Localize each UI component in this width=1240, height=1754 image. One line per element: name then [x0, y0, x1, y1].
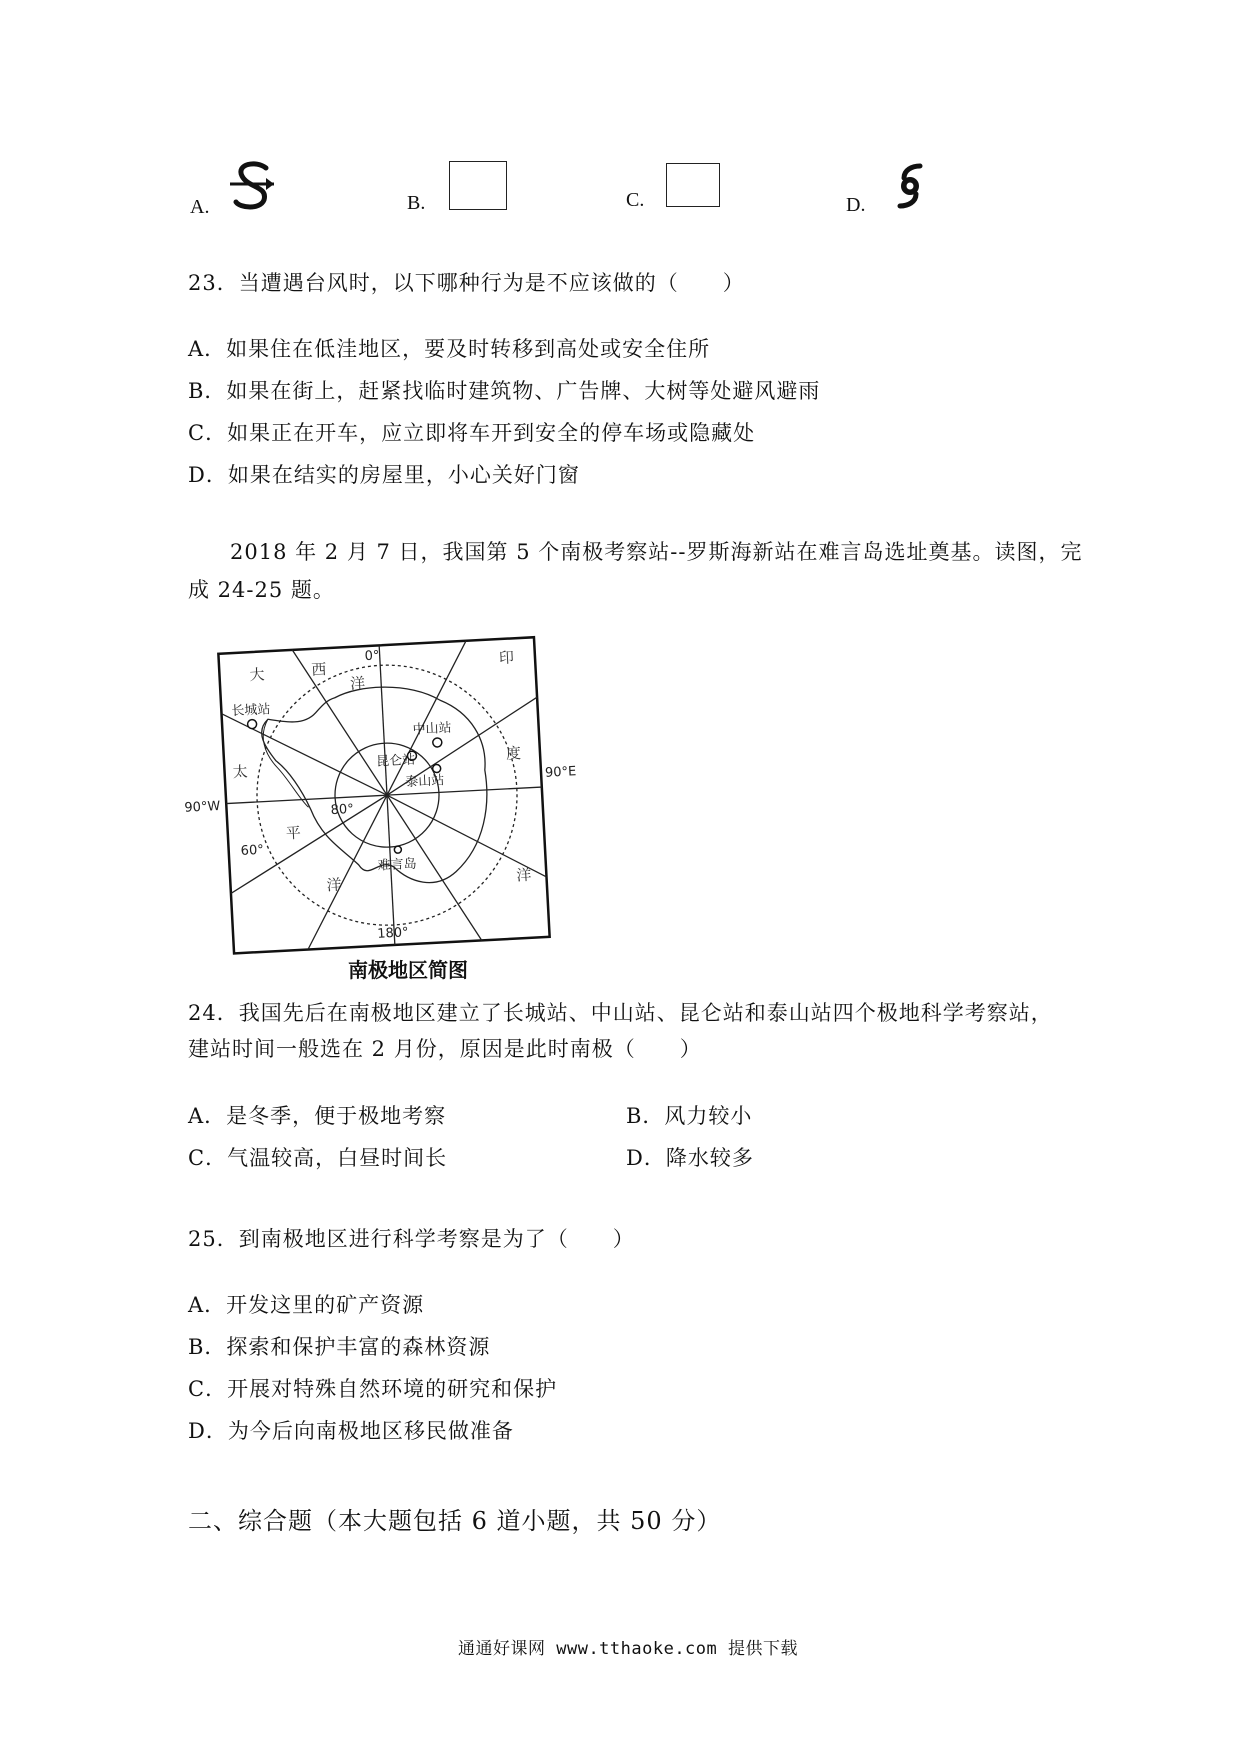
- ocean-char-7: 印: [498, 648, 515, 668]
- passage-line-1: 2018 年 2 月 7 日，我国第 5 个南极考察站--罗斯海新站在难言岛选址奠基。读图，完: [230, 540, 1083, 564]
- ocean-char-5: 平: [285, 823, 302, 843]
- ocean-char-1: 大: [249, 665, 266, 685]
- station-kunlun-label: 昆仑站: [375, 752, 416, 770]
- q24-option-a: A．是冬季，便于极地考察: [188, 1104, 447, 1128]
- map-caption: 南极地区简图: [348, 958, 468, 982]
- q23-option-a: A．如果住在低洼地区，要及时转移到高处或安全住所: [188, 337, 711, 361]
- passage-line-2: 成 24-25 题。: [188, 578, 335, 602]
- q24-stem-line-2: 建站时间一般选在 2 月份，原因是此时南极（ ）: [188, 1037, 702, 1061]
- ocean-char-4: 太: [232, 762, 249, 782]
- q25-option-d: D．为今后向南极地区移民做准备: [188, 1419, 514, 1443]
- station-taishan-label: 泰山站: [404, 773, 445, 791]
- q24-option-b: B．风力较小: [626, 1104, 753, 1128]
- nanyan-island-label: 难言岛: [377, 856, 418, 874]
- q25-option-a: A．开发这里的矿产资源: [188, 1293, 425, 1317]
- station-zhongshan-label: 中山站: [412, 720, 452, 738]
- q22-option-d-letter: D.: [846, 194, 866, 216]
- latitude-80-label: 80°: [330, 801, 355, 819]
- empty-box-icon: [666, 163, 720, 207]
- page-footer: 通通好课网 www.tthaoke.com 提供下载: [458, 1639, 798, 1659]
- ocean-char-2: 西: [310, 660, 327, 679]
- ocean-char-9: 洋: [515, 865, 532, 885]
- meridian-90w-label: 90°W: [184, 798, 221, 816]
- station-changcheng-label: 长城站: [231, 702, 271, 720]
- typhoon-symbol-icon: [890, 164, 930, 208]
- q23-option-c: C．如果正在开车，应立即将车开到安全的停车场或隐藏处: [188, 421, 756, 445]
- empty-box-icon: [449, 161, 507, 210]
- q24-option-c: C．气温较高，白昼时间长: [188, 1146, 448, 1170]
- q23-option-d: D．如果在结实的房屋里，小心关好门窗: [188, 463, 580, 487]
- q25-option-b: B．探索和保护丰富的森林资源: [188, 1335, 491, 1359]
- q22-option-a-letter: A.: [190, 196, 210, 218]
- q22-option-c-letter: C.: [626, 189, 645, 211]
- q22-option-b-letter: B.: [407, 192, 426, 214]
- cold-front-weather-symbol-icon: [228, 160, 278, 212]
- meridian-0-label: 0°: [364, 648, 380, 665]
- antarctica-map: [184, 625, 590, 985]
- meridian-180-label: 180°: [376, 925, 409, 942]
- q25-stem: 25．到南极地区进行科学考察是为了（ ）: [188, 1227, 635, 1251]
- section-2-heading: 二、综合题（本大题包括 6 道小题，共 50 分）: [188, 1507, 722, 1535]
- q23-option-b: B．如果在街上，赶紧找临时建筑物、广告牌、大树等处避风避雨: [188, 379, 821, 403]
- q24-stem-line-1: 24．我国先后在南极地区建立了长城站、中山站、昆仑站和泰山站四个极地科学考察站，: [188, 1001, 1053, 1025]
- q23-stem: 23．当遭遇台风时，以下哪种行为是不应该做的（ ）: [188, 271, 745, 295]
- meridian-90e-label: 90°E: [544, 764, 577, 781]
- q24-option-d: D．降水较多: [626, 1146, 754, 1170]
- q25-option-c: C．开展对特殊自然环境的研究和保护: [188, 1377, 558, 1401]
- ocean-char-8: 度: [505, 744, 522, 763]
- latitude-60-label: 60°: [240, 842, 265, 859]
- ocean-char-6: 洋: [326, 875, 343, 895]
- ocean-char-3: 洋: [349, 674, 366, 693]
